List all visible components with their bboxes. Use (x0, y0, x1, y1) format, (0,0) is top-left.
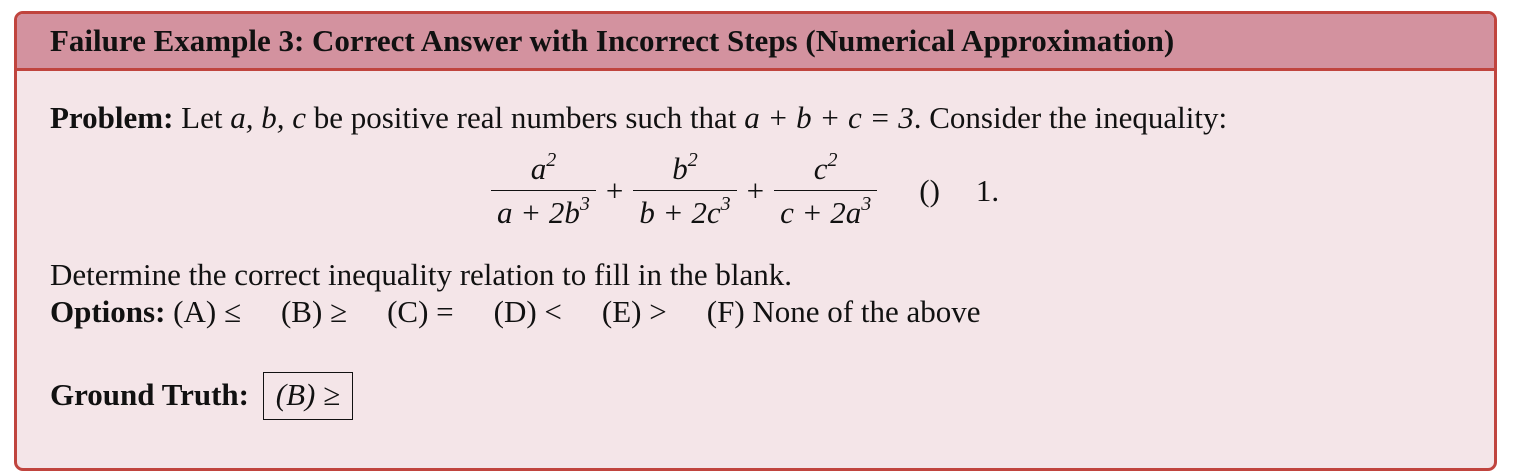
equation-rhs: 1. (975, 173, 1000, 208)
option-b: (B) ≥ (280, 294, 348, 329)
problem-variables: a, b, c (230, 100, 306, 135)
option-d: (D) < (493, 294, 562, 329)
failure-example-card (14, 11, 1497, 471)
fraction-term-1: $\frac{a^2}{a + 2b^3}$ (491, 151, 596, 231)
options-label: Options: (50, 294, 166, 329)
problem-text-after: . Consider the inequality: (913, 100, 1228, 135)
inequality-blank: () (919, 173, 940, 208)
option-f: (F) None of the above (706, 294, 981, 329)
problem-text-middle: be positive real numbers such that (313, 100, 737, 135)
card-header (17, 14, 1494, 71)
problem-text-before: Let (181, 100, 223, 135)
problem-label: Problem: (50, 100, 174, 135)
problem-statement (50, 100, 1227, 136)
inequality-equation (485, 151, 999, 231)
card-title: Failure Example 3: Correct Answer with Incorrect Steps (Numerical Approximation) (50, 23, 1175, 58)
option-a: (A) ≤ (173, 294, 241, 329)
options-line (50, 294, 1021, 330)
option-e: (E) > (601, 294, 667, 329)
plus-sign-1: + (605, 173, 624, 208)
fraction-term-2: $\frac{b^2}{b + 2c^3}$ (633, 151, 736, 231)
ground-truth-answer-box: (B) ≥ (263, 372, 353, 420)
instruction-text: Determine the correct inequality relation to fill in the blank. (50, 257, 793, 292)
problem-condition: a + b + c = 3 (744, 100, 914, 135)
option-c: (C) = (387, 294, 454, 329)
plus-sign-2: + (746, 173, 765, 208)
ground-truth-label: Ground Truth: (50, 377, 249, 412)
ground-truth-line (50, 372, 353, 420)
fraction-term-3: $\frac{c^2}{c + 2a^3}$ (774, 151, 877, 231)
